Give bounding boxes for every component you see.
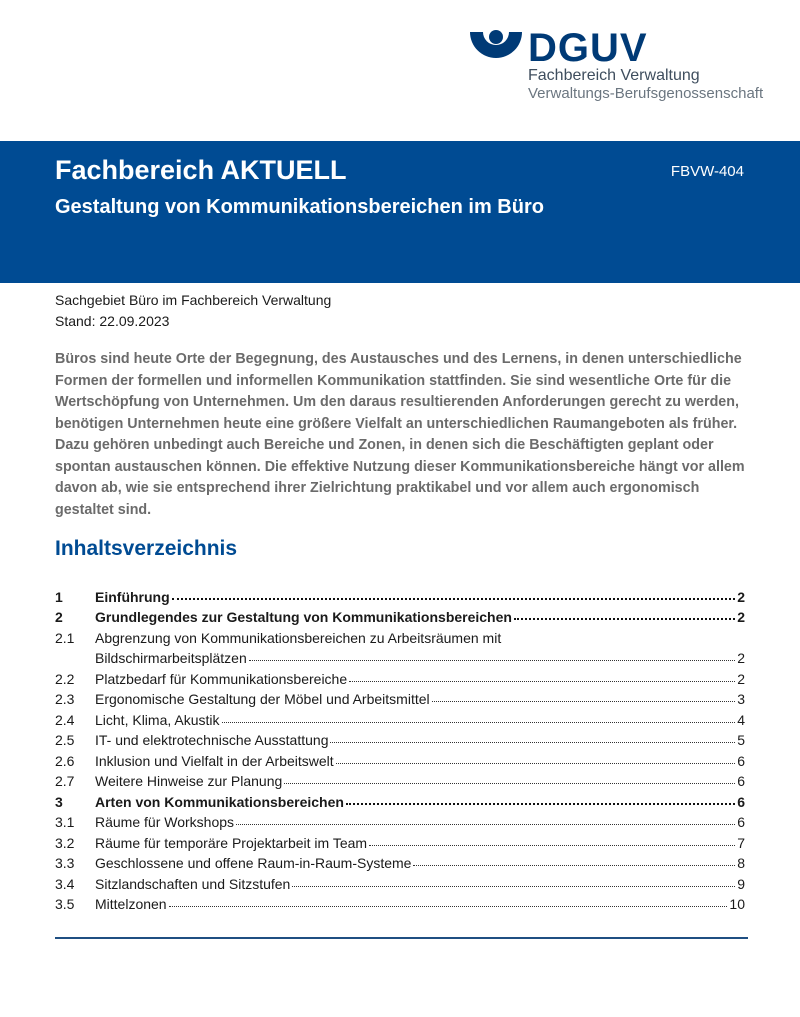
toc-leader-dots: [222, 722, 736, 723]
toc-entry[interactable]: [55, 666, 745, 687]
document-code: FBVW-404: [670, 163, 744, 180]
toc-entry[interactable]: [55, 748, 745, 769]
toc-entry-page: 10: [729, 896, 745, 912]
toc-entry-number: 2.6: [55, 752, 75, 769]
toc-entry-title: Inklusion und Vielfalt in der Arbeitswelt: [95, 752, 334, 769]
toc-leader-dots: [284, 783, 735, 784]
toc-entry-page: 6: [737, 814, 745, 830]
toc-leader-dots: [369, 845, 735, 846]
toc-entry[interactable]: [55, 707, 745, 728]
toc-entry-title: Räume für Workshops: [95, 814, 235, 830]
toc-entry-page: 4: [737, 711, 745, 728]
toc-entry[interactable]: [55, 584, 745, 605]
toc-leader-dots: [236, 824, 735, 825]
toc-entry-title: Weitere Hinweise zur Planung: [95, 773, 283, 789]
toc-entry-page: 2: [737, 650, 745, 666]
table-of-contents: [55, 584, 745, 912]
toc-entry-number: 3.2: [55, 834, 75, 851]
toc-entry-page: 6: [737, 773, 745, 789]
logo-subtitle-2: Verwaltungs-Berufsgenossenschaft: [528, 85, 764, 102]
toc-entry[interactable]: [55, 851, 745, 872]
toc-leader-dots: [249, 660, 735, 661]
toc-entry-number: 2.4: [55, 711, 75, 728]
toc-entry[interactable]: [55, 687, 745, 708]
toc-entry-title: Grundlegendes zur Gestaltung von Kommunikationsbereichen: [95, 609, 512, 625]
toc-entry-number: 3.1: [55, 814, 75, 830]
toc-entry[interactable]: [55, 789, 745, 810]
toc-entry[interactable]: [55, 728, 745, 749]
toc-entry-page: 3: [737, 691, 745, 707]
toc-entry[interactable]: [55, 769, 745, 790]
toc-entry[interactable]: [55, 830, 745, 851]
document-meta: [55, 290, 331, 332]
toc-entry-number: 3.5: [55, 896, 75, 912]
toc-entry-number: 2.7: [55, 773, 75, 789]
toc-entry-page: 8: [737, 855, 745, 871]
toc-entry-title: Sitzlandschaften und Sitzstufen: [95, 875, 291, 892]
toc-entry-number: 3: [55, 793, 63, 810]
toc-entry-number: 3.3: [55, 855, 75, 871]
divider-line: [55, 937, 748, 939]
toc-entry-number: 3.4: [55, 875, 75, 892]
toc-entry-page: 9: [737, 875, 745, 892]
date-line: Stand: 22.09.2023: [55, 313, 170, 329]
toc-entry[interactable]: [55, 605, 745, 626]
toc-entry-page: 5: [737, 732, 745, 748]
toc-entry-title: Arten von Kommunikationsbereichen: [95, 793, 344, 810]
toc-entry[interactable]: [55, 892, 745, 913]
toc-entry-page: 6: [737, 752, 745, 769]
toc-entry[interactable]: [55, 810, 745, 831]
toc-entry-number: 1: [55, 588, 63, 605]
toc-leader-dots: [514, 618, 735, 620]
toc-entry-number: 2.5: [55, 732, 75, 748]
toc-entry-title: Platzbedarf für Kommunikationsbereiche: [95, 670, 348, 687]
intro-paragraph: Büros sind heute Orte der Begegnung, des Austausches und des Lernens, in denen unterschiedliche Formen der formellen und informellen Kommunikation stattfinden. Sie sind wesentliche Orte für die Wertschöpfung von Unternehmen. Um den daraus resultierenden Anforderungen gerecht zu werden, benötigen Unternehmen heute eine größere Vielfalt an unterschiedlichen Raumangeboten als früher. Dazu gehören unbedingt auch Bereiche und Zonen, in denen sich die Beschäftigten geplant oder spontan austauschen können. Die effektive Nutzung dieser Kommunikationsbereiche hängt vor allem davon ab, wie sie entsprechend ihrer Zielrichtung praktikabel und vor allem auch ergonomisch gestaltet sind.: [55, 351, 745, 518]
toc-entry-title: Ergonomische Gestaltung der Möbel und Arbeitsmittel: [95, 691, 430, 707]
dguv-logo: [466, 24, 764, 104]
toc-entry-page: 2: [737, 670, 745, 687]
toc-entry-number: 2.3: [55, 691, 75, 707]
dguv-logo-icon: [466, 26, 526, 82]
toc-entry-page: 6: [737, 793, 745, 810]
toc-entry-title: Geschlossene und offene Raum-in-Raum-Systeme: [95, 855, 412, 871]
toc-entry-title: Mittelzonen: [95, 896, 167, 912]
toc-entry-number: 2.1: [55, 629, 75, 646]
toc-leader-dots: [336, 763, 736, 764]
toc-entry-number: 2: [55, 609, 63, 625]
toc-entry-page: 7: [737, 834, 745, 851]
toc-leader-dots: [330, 742, 735, 743]
toc-leader-dots: [346, 803, 735, 805]
toc-entry-title: Abgrenzung von Kommunikationsbereichen zu Arbeitsräumen mit: [95, 629, 502, 646]
toc-entry-title-continued: Bildschirmarbeitsplätzen: [95, 650, 247, 666]
header-banner: [0, 141, 800, 283]
toc-leader-dots: [432, 701, 736, 702]
toc-leader-dots: [349, 681, 735, 682]
toc-heading: Inhaltsverzeichnis: [55, 537, 238, 560]
toc-leader-dots: [413, 865, 735, 866]
toc-entry-page: 2: [737, 609, 745, 625]
logo-subtitle-1: Fachbereich Verwaltung: [528, 67, 700, 84]
toc-leader-dots: [169, 906, 728, 907]
document-subtitle: Gestaltung von Kommunikationsbereichen im Büro: [55, 196, 544, 218]
toc-entry-title: Licht, Klima, Akustik: [95, 711, 220, 728]
banner-title: Fachbereich AKTUELL: [55, 155, 347, 185]
toc-entry-title: IT- und elektrotechnische Ausstattung: [95, 732, 329, 748]
toc-entry[interactable]: [55, 871, 745, 892]
toc-entry-number: 2.2: [55, 670, 75, 687]
toc-entry-title: Räume für temporäre Projektarbeit im Team: [95, 834, 368, 851]
logo-name: DGUV: [528, 26, 648, 70]
toc-leader-dots: [292, 886, 735, 887]
toc-entry-title: Einführung: [95, 588, 170, 605]
department-line: Sachgebiet Büro im Fachbereich Verwaltung: [55, 292, 332, 308]
toc-entry-page: 2: [737, 588, 745, 605]
toc-entry[interactable]: [55, 625, 745, 666]
toc-leader-dots: [172, 598, 736, 600]
